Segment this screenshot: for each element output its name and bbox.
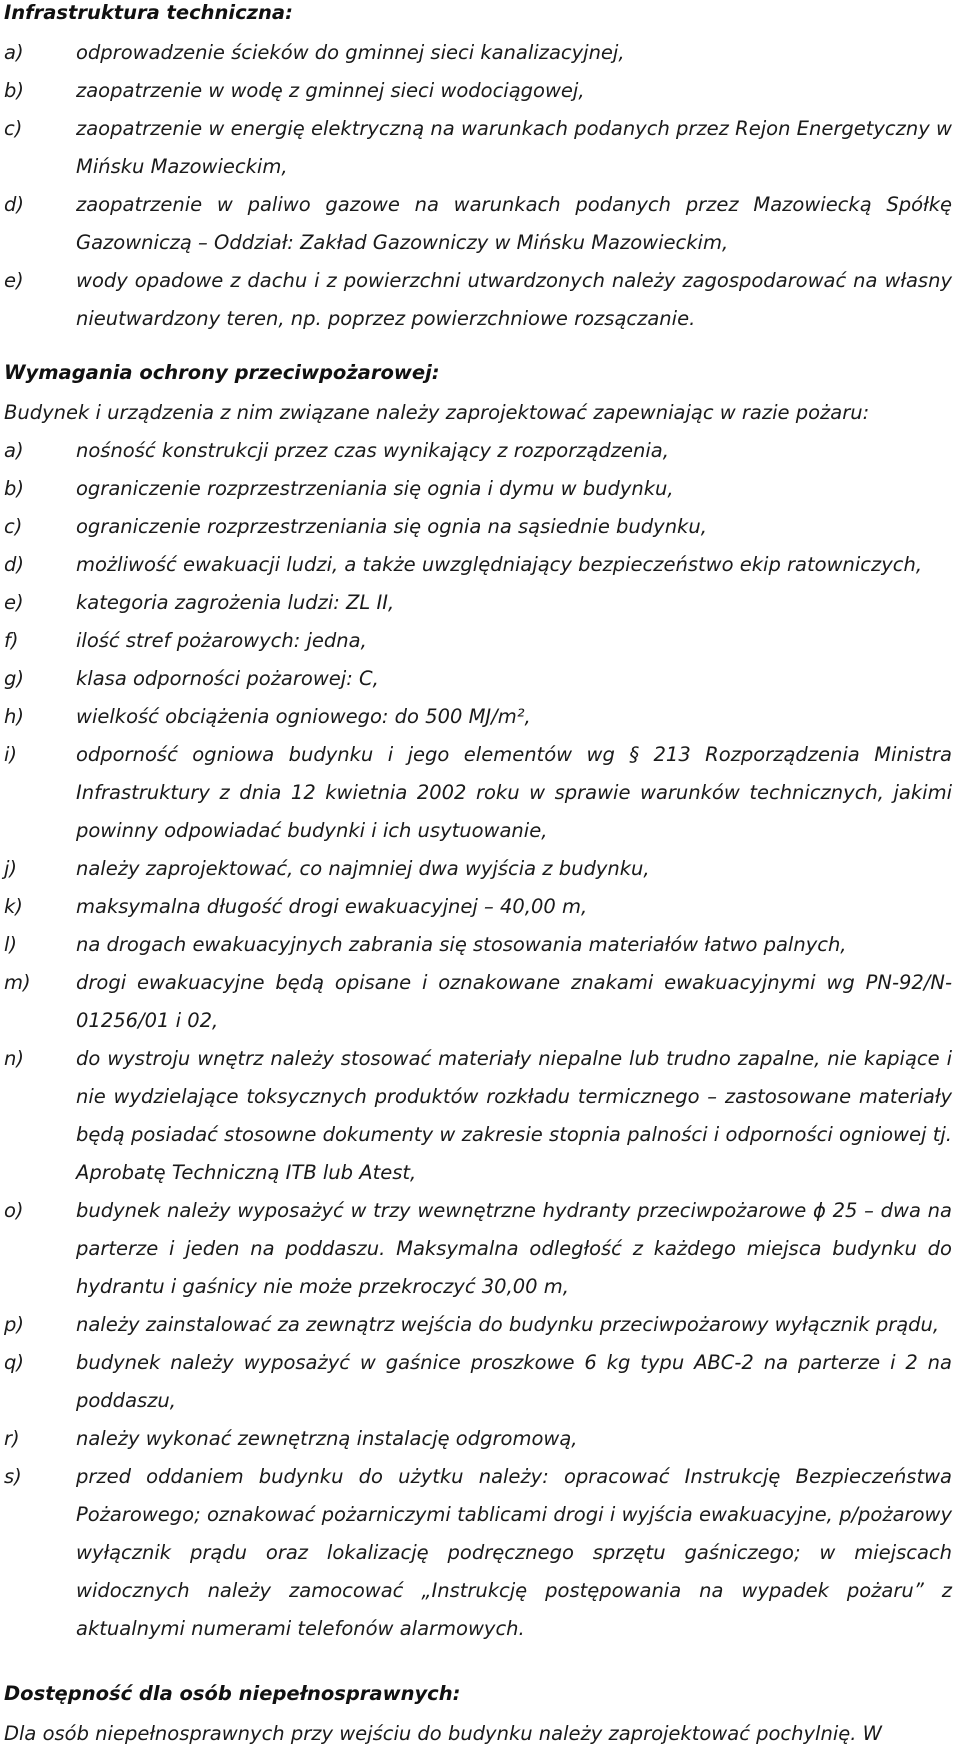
list-item-label: b) (4, 477, 24, 500)
list-item-label: l) (4, 933, 18, 956)
list-item-label: c) (4, 515, 23, 538)
list-item-text: ograniczenie rozprzestrzeniania się ognia na sąsiednie budynku, (76, 515, 707, 538)
list-item-label: m) (4, 971, 31, 994)
list-item-label: o) (4, 1199, 24, 1222)
list-item-label: f) (4, 629, 19, 652)
list-item-text: przed oddaniem budynku do użytku należy: opracować Instrukcję Bezpieczeństwa Pożarowego; oznakować pożarniczymi tablicami drogi i wyjścia ewakuacyjne, p/pożarowy wyłącznik prądu oraz lokalizację podręcznego sprzętu gaśniczego; w miejscach widocznych należy zamocować „Instrukcję postępowania na wypadek pożaru” z aktualnymi numerami telefonów alarmowych. (76, 1465, 952, 1640)
list-item-text: należy wykonać zewnętrzną instalację odgromową, (76, 1427, 578, 1450)
list-item (4, 584, 956, 622)
list-item-label: d) (4, 553, 24, 576)
list-item (4, 1192, 956, 1306)
list-item-label: c) (4, 117, 23, 140)
list-item (4, 736, 956, 850)
list-item (4, 1420, 956, 1458)
list-item-text: budynek należy wyposażyć w gaśnice proszkowe 6 kg typu ABC-2 na parterze i 2 na poddaszu, (76, 1351, 952, 1412)
list-item-text: kategoria zagrożenia ludzi: ZL II, (76, 591, 395, 614)
list-item-label: a) (4, 41, 24, 64)
list-item (4, 964, 956, 1040)
list-item-text: wody opadowe z dachu i z powierzchni utwardzonych należy zagospodarować na własny nieutwardzony teren, np. poprzez powierzchniowe rozsączanie. (76, 269, 952, 330)
fire-protection-intro: Budynek i urządzenia z nim związane należy zaprojektować zapewniając w razie pożaru: (4, 401, 870, 424)
list-item-text: zaopatrzenie w wodę z gminnej sieci wodociągowej, (76, 79, 585, 102)
list-item (4, 432, 956, 470)
list-item (4, 888, 956, 926)
list-item (4, 622, 956, 660)
list-item-text: na drogach ewakuacyjnych zabrania się stosowania materiałów łatwo palnych, (76, 933, 847, 956)
list-item (4, 34, 956, 72)
list-item-label: h) (4, 705, 24, 728)
accessibility-text: Dla osób niepełnosprawnych przy wejściu do budynku należy zaprojektować pochylnię. W (4, 1722, 882, 1745)
section-heading-accessibility: Dostępność dla osób niepełnosprawnych: (4, 1682, 461, 1705)
list-item-text: należy zaprojektować, co najmniej dwa wyjścia z budynku, (76, 857, 650, 880)
list-item-label: a) (4, 439, 24, 462)
list-item (4, 72, 956, 110)
list-item (4, 1458, 956, 1648)
list-item-text: maksymalna długość drogi ewakuacyjnej – 40,00 m, (76, 895, 588, 918)
list-item (4, 698, 956, 736)
list-item (4, 926, 956, 964)
list-item-text: budynek należy wyposażyć w trzy wewnętrzne hydranty przeciwpożarowe ϕ 25 – dwa na parterze i jeden na poddaszu. Maksymalna odległość z każdego miejsca budynku do hydrantu i gaśnicy nie może przekroczyć 30,00 m, (76, 1199, 952, 1298)
list-item-label: n) (4, 1047, 24, 1070)
list-item-text: odporność ogniowa budynku i jego elementów wg § 213 Rozporządzenia Ministra Infrastruktury z dnia 12 kwietnia 2002 roku w sprawie warunków technicznych, jakimi powinny odpowiadać budynki i ich usytuowanie, (76, 743, 952, 842)
list-item-text: do wystroju wnętrz należy stosować materiały niepalne lub trudno zapalne, nie kapiące i nie wydzielające toksycznych produktów rozkładu termicznego – zastosowane materiały będą posiadać stosowne dokumenty w zakresie stopnia palności i odporności ogniowej tj. Aprobatę Techniczną ITB lub Atest, (76, 1047, 952, 1184)
list-item-label: b) (4, 79, 24, 102)
list-item (4, 1306, 956, 1344)
list-item-text: ilość stref pożarowych: jedna, (76, 629, 367, 652)
list-item-text: odprowadzenie ścieków do gminnej sieci kanalizacyjnej, (76, 41, 625, 64)
list-item (4, 546, 956, 584)
list-item (4, 660, 956, 698)
list-item-label: e) (4, 591, 24, 614)
list-item-label: k) (4, 895, 23, 918)
list-item (4, 508, 956, 546)
list-item (4, 110, 956, 186)
list-item (4, 262, 956, 338)
document-page (4, 0, 956, 1753)
list-item-label: p) (4, 1313, 24, 1336)
list-item-label: r) (4, 1427, 20, 1450)
list-item-text: możliwość ewakuacji ludzi, a także uwzględniający bezpieczeństwo ekip ratowniczych, (76, 553, 923, 576)
list-item (4, 186, 956, 262)
list-item-text: ograniczenie rozprzestrzeniania się ognia i dymu w budynku, (76, 477, 674, 500)
list-item (4, 850, 956, 888)
list-item-label: g) (4, 667, 24, 690)
list-item-text: wielkość obciążenia ogniowego: do 500 MJ/m², (76, 705, 531, 728)
list-item-text: należy zainstalować za zewnątrz wejścia do budynku przeciwpożarowy wyłącznik prądu, (76, 1313, 940, 1336)
list-item-label: e) (4, 269, 24, 292)
infrastructure-list (4, 34, 956, 338)
list-item-text: klasa odporności pożarowej: C, (76, 667, 379, 690)
list-item-text: zaopatrzenie w energię elektryczną na warunkach podanych przez Rejon Energetyczny w Mińsku Mazowieckim, (76, 117, 952, 178)
section-heading-fire-protection: Wymagania ochrony przeciwpożarowej: (4, 361, 440, 384)
list-item-text: zaopatrzenie w paliwo gazowe na warunkach podanych przez Mazowiecką Spółkę Gazowniczą – Oddział: Zakład Gazowniczy w Mińsku Mazowieckim, (76, 193, 952, 254)
list-item (4, 1040, 956, 1192)
list-item (4, 1344, 956, 1420)
list-item-label: j) (4, 857, 18, 880)
list-item (4, 470, 956, 508)
list-item-label: d) (4, 193, 24, 216)
list-item-text: nośność konstrukcji przez czas wynikający z rozporządzenia, (76, 439, 669, 462)
list-item-label: i) (4, 743, 18, 766)
fire-protection-list (4, 432, 956, 1648)
list-item-label: q) (4, 1351, 24, 1374)
section-heading-infrastructure: Infrastruktura techniczna: (4, 1, 293, 24)
list-item-text: drogi ewakuacyjne będą opisane i oznakowane znakami ewakuacyjnymi wg PN-92/N-01256/01 i 02, (76, 971, 952, 1032)
list-item-label: s) (4, 1465, 22, 1488)
